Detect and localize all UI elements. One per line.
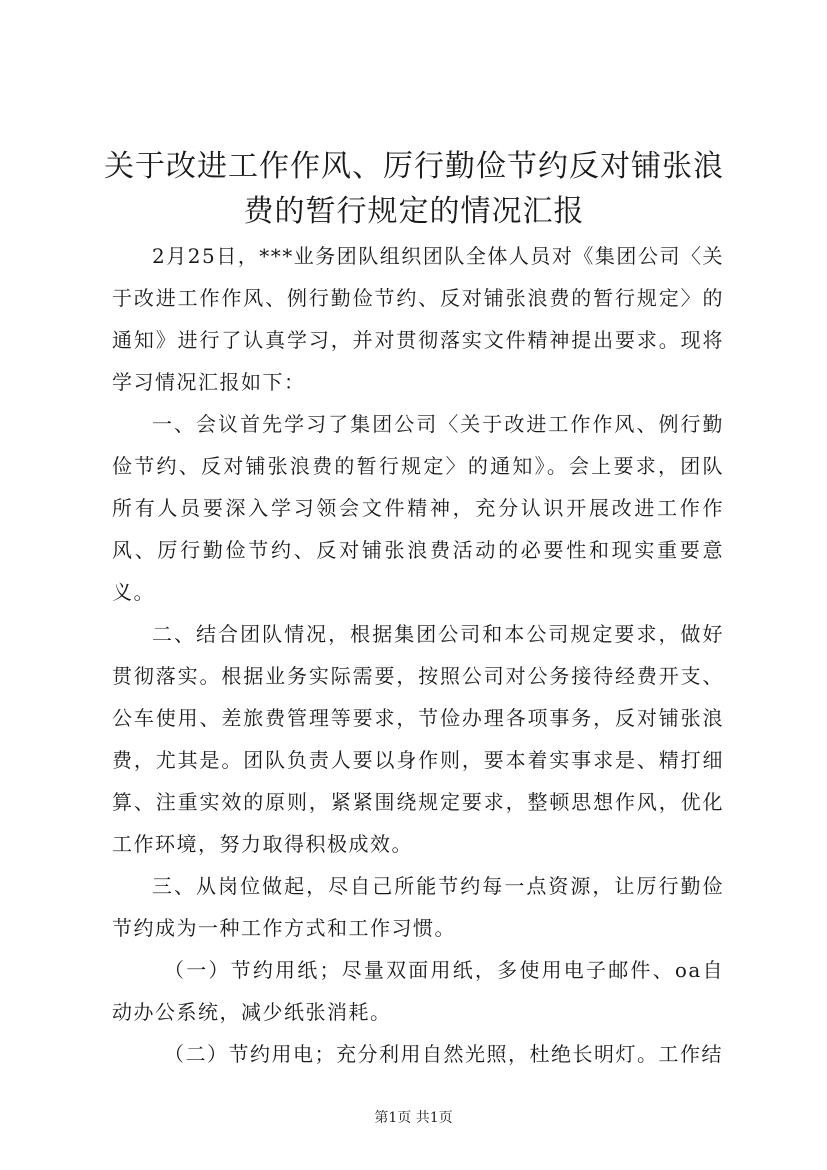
page-number-footer: 第1页 共1页 xyxy=(374,1110,453,1126)
document-title-line-1: 关于改进工作作风、厉行勤俭节约反对铺张浪 xyxy=(104,149,724,184)
paragraph-point-2: 二、结合团队情况，根据集团公司和本公司规定要求，做好贯彻落实。根据业务实际需要，按照公司对公务接待经费开支、公车使用、差旅费管理等要求，节俭办理各项事务，反对铺张浪费，尤其是。团队负责人要以身作则，要本着实事求是、精打细算、注重实效的原则，紧紧围绕规定要求，整顿思想作风，优化工作环境，努力取得积极成效。 xyxy=(112,622,724,856)
document-title xyxy=(100,144,728,234)
paragraph-subpoint-1: （一）节约用纸；尽量双面用纸，多使用电子邮件、oa自动办公系统，减少纸张消耗。 xyxy=(112,958,724,1024)
paragraph-subpoint-2: （二）节约用电；充分利用自然光照，杜绝长明灯。工作结 xyxy=(164,1042,723,1066)
paragraph-intro: 2月25日，***业务团队组织团队全体人员对《集团公司〈关于改进工作作风、例行勤俭节约、反对铺张浪费的暂行规定〉的通知》进行了认真学习，并对贯彻落实文件精神提出要求。现将学习情况汇报如下： xyxy=(112,244,724,394)
paragraph-point-1: 一、会议首先学习了集团公司〈关于改进工作作风、例行勤俭节约、反对铺张浪费的暂行规定〉的通知》。会上要求，团队所有人员要深入学习领会文件精神，充分认识开展改进工作作风、厉行勤俭节约、反对铺张浪费活动的必要性和现实重要意义。 xyxy=(112,412,724,604)
paragraph-point-3: 三、从岗位做起，尽自己所能节约每一点资源，让厉行勤俭节约成为一种工作方式和工作习惯。 xyxy=(112,874,724,940)
document-title-line-2: 费的暂行规定的情况汇报 xyxy=(243,194,585,229)
document-body xyxy=(112,235,724,1075)
